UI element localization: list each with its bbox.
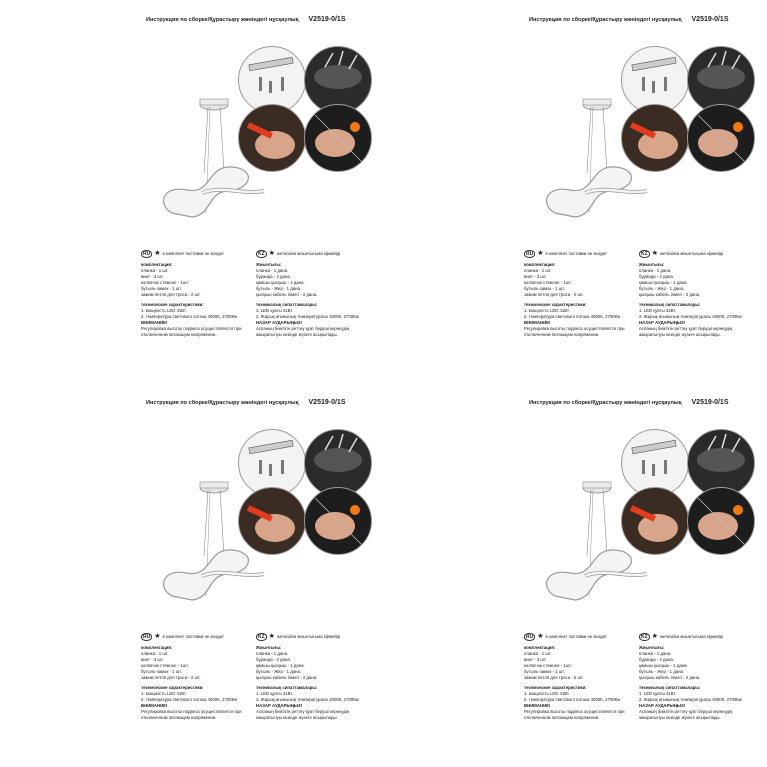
list-item: планка - 1 шт. bbox=[524, 268, 552, 273]
model-number: V2519-0/1S bbox=[308, 16, 346, 23]
list-item: бұранда - 2 дана. bbox=[256, 274, 291, 279]
list-item: винт - 3 шт. bbox=[524, 274, 547, 279]
list-item: 2. температура светового потока 4000К, 2700Кw bbox=[524, 697, 621, 702]
list-item: қысқыш кабель ілмегі - 2 дана. bbox=[256, 675, 318, 680]
list-item: колпачок стяжное - 1шт. bbox=[524, 280, 572, 285]
list-item: планка - 1 дана. bbox=[639, 268, 672, 273]
kz-flag-icon: KZ bbox=[641, 634, 648, 640]
clip-adjust-hand-icon bbox=[304, 487, 372, 555]
ru-flag-icon: RU bbox=[526, 251, 534, 257]
star-icon: ★ bbox=[268, 633, 275, 640]
kz-column: KZ ★ жеткізілім жиынтығына кірмейді Жиынтығы: планка - 1 дана. бұранда - 2 дана. қамшы қысқыш - 1 дана. бутыль - Жер - 1 дана. қысқыш кабель ілмегі - 2 дана. техникалық сипаттамалары: 1. LED қуаты 41Вт. 2. Жарық ағынының температурасы 4000К, 2700Кw НАЗАР АУДАРЫҢЫЗ! Аспаның биіктігін реттеу қуат беруші кернеудің ажыратылуы кезінде жүзеге асырылады. bbox=[256, 633, 376, 721]
clip-adjust-hand-icon bbox=[687, 104, 755, 172]
list-item: планка - 1 шт. bbox=[524, 651, 552, 656]
kz-flag-icon: KZ bbox=[258, 634, 265, 640]
list-item: қысқыш кабель ілмегі - 2 дана. bbox=[256, 292, 318, 297]
list-item: 2. Жарық ағынының температурасы 4000К, 2700Кw bbox=[256, 697, 359, 702]
list-item: 1. LED қуаты 41Вт. bbox=[256, 691, 294, 696]
list-item: 2. температура светового потока 4000К, 2700Кw bbox=[524, 314, 621, 319]
model-number: V2519-0/1S bbox=[691, 16, 729, 23]
list-item: колпачок стяжное - 1шт. bbox=[141, 280, 189, 285]
list-item: қысқыш кабель ілмегі - 2 дана. bbox=[639, 675, 701, 680]
star-icon: ★ bbox=[154, 633, 161, 640]
model-number: V2519-0/1S bbox=[308, 399, 346, 406]
assembly-photos bbox=[236, 40, 376, 240]
list-item: 1. мощность LED 41Вт. bbox=[141, 691, 187, 696]
kz-column: KZ ★ жеткізілім жиынтығына кірмейді Жиынтығы: планка - 1 дана. бұранда - 2 дана. қамшы қысқыш - 1 дана. бутыль - Жер - 1 дана. қысқыш кабель ілмегі - 2 дана. техникалық сипаттамалары: 1. LED қуаты 41Вт. 2. Жарық ағынының температурасы 4000К, 2700Кw НАЗАР АУДАРЫҢЫЗ! Аспаның биіктігін реттеу қуат беруші кернеудің ажыратылуы кезінде жүзеге асырылады. bbox=[256, 250, 376, 338]
kz-flag-icon: KZ bbox=[641, 251, 648, 257]
list-item: бутыль-замок - 1 шт. bbox=[524, 286, 565, 291]
list-item: бутыль - Жер - 1 дана. bbox=[256, 286, 302, 291]
screwdriver-hand-icon bbox=[621, 487, 689, 555]
list-item: зажим петля для троса - 2 шт. bbox=[141, 675, 201, 680]
screwdriver-hand-icon bbox=[621, 104, 689, 172]
list-item: қамшы қысқыш - 1 дана. bbox=[256, 280, 305, 285]
list-item: 2. Жарық ағынының температурасы 4000К, 2700Кw bbox=[256, 314, 359, 319]
ru-flag-icon: RU bbox=[143, 251, 151, 257]
list-item: 2. Жарық ағынының температурасы 4000К, 2700Кw bbox=[639, 314, 742, 319]
star-icon: ★ bbox=[154, 250, 161, 257]
list-item: бұранда - 2 дана. bbox=[639, 657, 674, 662]
instruction-sheet bbox=[383, 0, 766, 383]
list-item: винт - 3 шт. bbox=[141, 657, 164, 662]
list-item: 2. Жарық ағынының температурасы 4000К, 2700Кw bbox=[639, 697, 742, 702]
list-item: қамшы қысқыш - 1 дана. bbox=[639, 663, 688, 668]
instruction-title: Инструкция по сборке/Құрастыру жөніндегі нұсқаулық V2519-0/1S bbox=[529, 16, 729, 23]
instruction-sheet bbox=[0, 0, 383, 383]
list-item: бутыль-замок - 1 шт. bbox=[524, 669, 565, 674]
list-item: бутыль-замок - 1 шт. bbox=[141, 286, 182, 291]
list-item: 1. LED қуаты 41Вт. bbox=[256, 308, 294, 313]
list-item: винт - 3 шт. bbox=[524, 657, 547, 662]
list-item: бутыль - Жер - 1 дана. bbox=[639, 286, 685, 291]
kz-column: KZ ★ жеткізілім жиынтығына кірмейді Жиынтығы: планка - 1 дана. бұранда - 2 дана. қамшы қысқыш - 1 дана. бутыль - Жер - 1 дана. қысқыш кабель ілмегі - 2 дана. техникалық сипаттамалары: 1. LED қуаты 41Вт. 2. Жарық ағынының температурасы 4000К, 2700Кw НАЗАР АУДАРЫҢЫЗ! Аспаның биіктігін реттеу қуат беруші кернеудің ажыратылуы кезінде жүзеге асырылады. bbox=[639, 633, 759, 721]
ru-column: RU ★ в комплект поставки не входит комплектация: планка - 1 шт. винт - 3 шт. колпачок стяжное - 1шт. бутыль-замок - 1 шт. зажим петля для троса - 2 шт. технические характеристики: 1. мощность LED 41Вт. 2. температура светового потока 4000К, 2700Кw ВНИМАНИЕ! Регулировка высоты подвеса осуществляется при отключенном питающем напряжении. bbox=[524, 633, 639, 721]
list-item: 1. LED қуаты 41Вт. bbox=[639, 308, 677, 313]
list-item: бұранда - 2 дана. bbox=[256, 657, 291, 662]
list-item: қысқыш кабель ілмегі - 2 дана. bbox=[639, 292, 701, 297]
ru-column: RU ★ в комплект поставки не входит комплектация: планка - 1 шт. винт - 3 шт. колпачок стяжное - 1шт. бутыль-замок - 1 шт. зажим петля для троса - 2 шт. технические характеристики: 1. мощность LED 41Вт. 2. температура светового потока 4000К, 2700Кw ВНИМАНИЕ! Регулировка высоты подвеса осуществляется при отключенном питающем напряжении. bbox=[141, 250, 256, 338]
kz-column: KZ ★ жеткізілім жиынтығына кірмейді Жиынтығы: планка - 1 дана. бұранда - 2 дана. қамшы қысқыш - 1 дана. бутыль - Жер - 1 дана. қысқыш кабель ілмегі - 2 дана. техникалық сипаттамалары: 1. LED қуаты 41Вт. 2. Жарық ағынының температурасы 4000К, 2700Кw НАЗАР АУДАРЫҢЫЗ! Аспаның биіктігін реттеу қуат беруші кернеудің ажыратылуы кезінде жүзеге асырылады. bbox=[639, 250, 759, 338]
list-item: бұранда - 2 дана. bbox=[639, 274, 674, 279]
list-item: 2. температура светового потока 4000К, 2700Кw bbox=[141, 314, 238, 319]
star-icon: ★ bbox=[537, 250, 544, 257]
clip-adjust-hand-icon bbox=[304, 104, 372, 172]
kz-flag-icon: KZ bbox=[258, 251, 265, 257]
screwdriver-hand-icon bbox=[238, 104, 306, 172]
list-item: планка - 1 шт. bbox=[141, 268, 169, 273]
star-icon: ★ bbox=[268, 250, 275, 257]
list-item: 1. LED қуаты 41Вт. bbox=[639, 691, 677, 696]
list-item: планка - 1 дана. bbox=[639, 651, 672, 656]
list-item: зажим петля для троса - 2 шт. bbox=[524, 675, 584, 680]
clip-adjust-hand-icon bbox=[687, 487, 755, 555]
list-item: 1. мощность LED 41Вт. bbox=[524, 308, 570, 313]
list-item: зажим петля для троса - 2 шт. bbox=[141, 292, 201, 297]
assembly-photos bbox=[619, 40, 759, 240]
instruction-title: Инструкция по сборке/Құрастыру жөніндегі нұсқаулық V2519-0/1S bbox=[529, 399, 729, 406]
list-item: бутыль - Жер - 1 дана. bbox=[256, 669, 302, 674]
list-item: қамшы қысқыш - 1 дана. bbox=[639, 280, 688, 285]
list-item: планка - 1 дана. bbox=[256, 651, 289, 656]
list-item: колпачок стяжное - 1шт. bbox=[524, 663, 572, 668]
list-item: винт - 3 шт. bbox=[141, 274, 164, 279]
instruction-title: Инструкция по сборке/Құрастыру жөніндегі нұсқаулық V2519-0/1S bbox=[146, 16, 346, 23]
list-item: 1. мощность LED 41Вт. bbox=[524, 691, 570, 696]
list-item: 2. температура светового потока 4000К, 2700Кw bbox=[141, 697, 238, 702]
star-icon: ★ bbox=[651, 633, 658, 640]
list-item: зажим петля для троса - 2 шт. bbox=[524, 292, 584, 297]
model-number: V2519-0/1S bbox=[691, 399, 729, 406]
ru-flag-icon: RU bbox=[526, 634, 534, 640]
list-item: бутыль - Жер - 1 дана. bbox=[639, 669, 685, 674]
list-item: 1. мощность LED 41Вт. bbox=[141, 308, 187, 313]
list-item: планка - 1 дана. bbox=[256, 268, 289, 273]
instruction-sheet bbox=[0, 383, 383, 766]
screwdriver-hand-icon bbox=[238, 487, 306, 555]
instruction-sheet bbox=[383, 383, 766, 766]
assembly-photos bbox=[619, 423, 759, 623]
star-icon: ★ bbox=[537, 633, 544, 640]
ru-flag-icon: RU bbox=[143, 634, 151, 640]
ru-column: RU ★ в комплект поставки не входит комплектация: планка - 1 шт. винт - 3 шт. колпачок стяжное - 1шт. бутыль-замок - 1 шт. зажим петля для троса - 2 шт. технические характеристики: 1. мощность LED 41Вт. 2. температура светового потока 4000К, 2700Кw ВНИМАНИЕ! Регулировка высоты подвеса осуществляется при отключенном питающем напряжении. bbox=[524, 250, 639, 338]
list-item: планка - 1 шт. bbox=[141, 651, 169, 656]
ru-column: RU ★ в комплект поставки не входит комплектация: планка - 1 шт. винт - 3 шт. колпачок стяжное - 1шт. бутыль-замок - 1 шт. зажим петля для троса - 2 шт. технические характеристики: 1. мощность LED 41Вт. 2. температура светового потока 4000К, 2700Кw ВНИМАНИЕ! Регулировка высоты подвеса осуществляется при отключенном питающем напряжении. bbox=[141, 633, 256, 721]
list-item: қамшы қысқыш - 1 дана. bbox=[256, 663, 305, 668]
assembly-photos bbox=[236, 423, 376, 623]
list-item: бутыль-замок - 1 шт. bbox=[141, 669, 182, 674]
instruction-title: Инструкция по сборке/Құрастыру жөніндегі нұсқаулық V2519-0/1S bbox=[146, 399, 346, 406]
list-item: колпачок стяжное - 1шт. bbox=[141, 663, 189, 668]
star-icon: ★ bbox=[651, 250, 658, 257]
